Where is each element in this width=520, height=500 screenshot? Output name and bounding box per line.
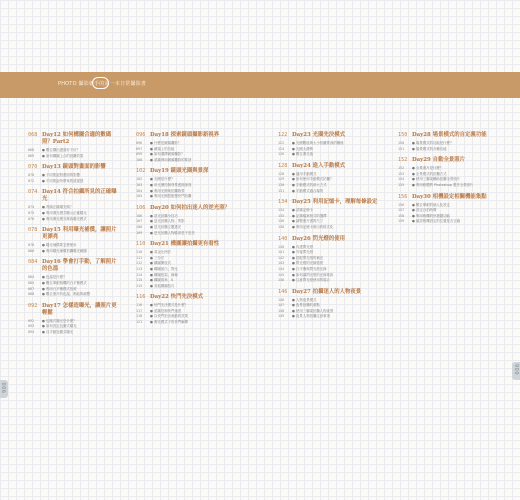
toc-entry[interactable] xyxy=(278,267,382,272)
entry-page-number: 107 xyxy=(136,219,143,224)
entry-text: ● 包圍式曝光是什麼？ xyxy=(42,318,77,323)
toc-entry[interactable] xyxy=(398,177,502,182)
toc-entry[interactable] xyxy=(136,141,238,146)
entry-text: ● 夜景拍攝的重點 xyxy=(292,303,320,308)
entry-page-number: 092 xyxy=(28,318,35,323)
chapter-title: Day18 探索鏡頭攝影新視界 xyxy=(150,132,220,138)
entry-text: ● 全景模式的拍攝方式 xyxy=(412,171,447,176)
toc-section xyxy=(136,168,238,198)
chapter-page-number: 156 xyxy=(398,193,408,200)
entry-page-number: 148 xyxy=(278,308,285,313)
chapter-title: Day19 鏡頭光圈與景深 xyxy=(150,168,209,175)
toc-section xyxy=(278,132,382,157)
entry-page-number: 075 xyxy=(28,210,35,215)
chapter-heading[interactable] xyxy=(28,132,120,146)
chapter-page-number: 116 xyxy=(136,294,146,301)
entry-page-number: 135 xyxy=(278,213,285,218)
entry-page-number: 088 xyxy=(28,292,35,297)
entry-page-number: 124 xyxy=(278,146,285,151)
toc-section xyxy=(136,205,238,235)
entry-text: ● 利用相機的快捷鍵功能 xyxy=(412,213,450,218)
entry-page-number: 146 xyxy=(278,278,285,283)
toc-entry[interactable] xyxy=(136,303,238,308)
entry-text: ● 如何使用手動模式拍攝？ xyxy=(292,177,334,182)
chapter-heading[interactable] xyxy=(398,132,502,139)
chapter-page-number: 152 xyxy=(398,157,408,164)
toc-entry[interactable] xyxy=(278,141,382,146)
toc-entry[interactable] xyxy=(398,203,502,208)
toc-entry[interactable] xyxy=(278,189,382,194)
toc-entry[interactable] xyxy=(278,245,382,250)
entry-text: ● 色溫是什麼？ xyxy=(42,275,67,280)
toc-entry[interactable] xyxy=(136,267,238,272)
toc-entry[interactable] xyxy=(136,309,238,314)
chapter-title: Day30 相機設定相關機能集點 xyxy=(412,193,487,200)
toc-entry[interactable] xyxy=(28,179,120,184)
toc-entry[interactable] xyxy=(398,147,502,152)
entry-page-number: 110 xyxy=(136,250,143,255)
entry-text: ● 夜景人物拍攝注意事項 xyxy=(292,314,330,319)
chapter-page-number: 102 xyxy=(136,168,146,175)
entry-page-number: 080 xyxy=(28,248,35,253)
entry-text: ● 逆光拍攝人物、剪影 xyxy=(150,219,185,224)
entry-page-number: 128 xyxy=(278,171,285,176)
toc-section xyxy=(398,157,502,187)
toc-entry[interactable] xyxy=(278,214,382,219)
toc-entry[interactable] xyxy=(136,284,238,289)
toc-entry[interactable] xyxy=(136,189,238,194)
entry-text: ● 數位單眼的個人化設定 xyxy=(412,202,450,207)
toc-entry[interactable] xyxy=(278,183,382,188)
entry-page-number: 096 xyxy=(136,141,143,145)
entry-text: ● 構圖開放式 xyxy=(150,261,171,266)
toc-section xyxy=(278,236,382,283)
toc-entry[interactable] xyxy=(28,292,120,297)
entry-page-number: 112 xyxy=(136,261,143,266)
toc-section xyxy=(398,132,502,151)
toc-entry[interactable] xyxy=(28,173,120,178)
toc-entry[interactable] xyxy=(136,320,238,325)
entry-page-number: 106 xyxy=(136,213,143,218)
entry-page-number: 068 xyxy=(28,148,35,152)
entry-text: ● 逆光拍攝小技巧 xyxy=(150,213,178,218)
entry-page-number: 147 xyxy=(278,303,285,308)
entry-text: ● 數位構出畫面好不好？ xyxy=(42,148,80,152)
entry-page-number: 149 xyxy=(278,314,285,319)
toc-entry[interactable] xyxy=(28,211,120,216)
entry-page-number: 152 xyxy=(398,166,405,171)
entry-text: ● 光圈數值與大小拍攝景深的關係 xyxy=(292,141,344,145)
entry-text: ● 光圈是什麼？ xyxy=(150,177,175,182)
entry-text: ● 手動模式的兩大方式 xyxy=(292,182,327,187)
entry-page-number: 100 xyxy=(136,157,143,162)
toc-entry[interactable] xyxy=(278,208,382,213)
entry-page-number: 097 xyxy=(136,146,143,151)
toc-entry[interactable] xyxy=(278,172,382,177)
chapter-page-number: 140 xyxy=(278,235,288,242)
toc-column-4 xyxy=(398,132,502,230)
chapter-heading[interactable] xyxy=(28,189,120,203)
chapter-title: Day23 光圈先決模式 xyxy=(292,132,346,138)
entry-page-number: 134 xyxy=(278,208,285,213)
chapter-heading[interactable] xyxy=(136,132,238,139)
entry-page-number: 154 xyxy=(398,177,405,182)
toc-entry[interactable] xyxy=(28,148,120,153)
entry-text: ● 判讀正確曝光嗎？ xyxy=(42,205,74,210)
entry-text: ● 使用三腳架拍攝人物夜景 xyxy=(292,308,334,313)
entry-text: ● 白平衡與閃光燈光線 xyxy=(292,266,327,271)
chapter-page-number: 068 xyxy=(28,132,38,138)
toc-entry[interactable] xyxy=(278,147,382,152)
toc-entry[interactable] xyxy=(278,314,382,319)
entry-text: ● 數位測光值 xyxy=(292,152,313,157)
entry-text: ● 如何選擇鏡頭攝影？ xyxy=(150,152,185,157)
entry-page-number: 130 xyxy=(278,182,285,187)
entry-page-number: 121 xyxy=(136,320,143,325)
chapter-page-number: 074 xyxy=(28,189,38,196)
chapter-heading[interactable] xyxy=(278,236,382,243)
toc-entry[interactable] xyxy=(136,231,238,236)
entry-text: ● 記錄檔案格式的選擇 xyxy=(292,213,327,218)
entry-page-number: 122 xyxy=(278,141,285,145)
entry-page-number: 104 xyxy=(136,188,143,193)
entry-text: ● 認識控制快門速度 xyxy=(150,308,182,313)
chapter-page-number: 092 xyxy=(28,302,38,309)
chapter-heading[interactable] xyxy=(28,303,120,317)
chapter-title: Day26 閃光燈的使用 xyxy=(292,235,346,242)
entry-page-number: 111 xyxy=(136,255,143,260)
entry-page-number: 140 xyxy=(278,244,285,249)
entry-page-number: 078 xyxy=(28,243,35,248)
entry-text: ● 逆光拍攝主題透光 xyxy=(150,224,182,229)
entry-text: ● 利用測光模式顯示正確曝光 xyxy=(42,210,87,215)
entry-page-number: 129 xyxy=(278,177,285,182)
entry-page-number: 074 xyxy=(28,205,35,210)
chapter-title: Day12 如何構圖合適的數碼照？Part2 xyxy=(42,132,112,145)
chapter-page-number: 122 xyxy=(278,132,288,138)
entry-page-number: 150 xyxy=(398,141,405,145)
toc-section xyxy=(28,259,120,296)
entry-page-number: 143 xyxy=(278,261,285,266)
entry-text: ● 人物夜景模式 xyxy=(292,297,317,302)
entry-page-number: 151 xyxy=(398,146,405,151)
right-page-label: 900 xyxy=(513,364,519,376)
entry-text: ● 閃光燈的光線強度 xyxy=(292,261,324,266)
entry-page-number: 146 xyxy=(278,297,285,302)
entry-page-number: 070 xyxy=(28,173,35,178)
toc-entry[interactable] xyxy=(136,278,238,283)
chapter-heading[interactable] xyxy=(28,259,120,273)
toc-entry[interactable] xyxy=(398,141,502,146)
entry-text: ● 如何讓閃光燈的光線柔和 xyxy=(292,272,334,277)
toc-entry[interactable] xyxy=(136,273,238,278)
chapter-page-number: 128 xyxy=(278,162,288,169)
chapter-page-number: 106 xyxy=(136,204,146,211)
chapter-heading[interactable] xyxy=(278,289,382,296)
entry-text: ● 不同焦距對畫面的影響 xyxy=(42,173,80,178)
toc-section xyxy=(136,241,238,288)
chapter-page-number: 110 xyxy=(136,241,146,248)
toc-entry[interactable] xyxy=(136,219,238,224)
toc-entry[interactable] xyxy=(278,256,382,261)
chapter-title: Day15 利用曝光補償，讓照片更漂亮 xyxy=(42,227,117,241)
chapter-page-number: 084 xyxy=(28,259,38,266)
entry-page-number: 085 xyxy=(28,280,35,285)
toc-entry[interactable] xyxy=(398,172,502,177)
chapter-heading[interactable] xyxy=(398,194,502,201)
chapter-heading[interactable] xyxy=(136,294,238,301)
left-page-label: 900 xyxy=(2,382,8,394)
toc-entry[interactable] xyxy=(278,219,382,224)
chapter-title: Day29 自動全景照片 xyxy=(412,157,466,164)
entry-text: ● 如何設定包圍式曝光 xyxy=(42,324,77,329)
entry-page-number: 145 xyxy=(278,272,285,277)
chapter-title: Day14 符合拍攝所見的正確曝光 xyxy=(42,189,117,203)
toc-entry[interactable] xyxy=(136,261,238,266)
toc-entry[interactable] xyxy=(136,147,238,152)
toc-entry[interactable] xyxy=(278,225,382,230)
toc-entry[interactable] xyxy=(278,278,382,283)
entry-text: ● 利用測光模式修改曝光模式 xyxy=(42,216,87,221)
entry-text: ● 構圖框架、線條 xyxy=(150,272,178,277)
entry-text: ● 三分法 xyxy=(150,255,165,260)
entry-text: ● 以快門拍出流動的效果 xyxy=(150,314,188,319)
entry-text: ● 認識利用鏡頭攝影的要訣 xyxy=(150,157,192,162)
entry-text: ● 內建閃光燈 xyxy=(292,244,313,249)
entry-text: ● 利用記憶卡做出的格式化 xyxy=(292,224,334,229)
entry-text: ● 全景照片是什麼？ xyxy=(412,166,444,171)
circle-logo-icon xyxy=(92,77,109,89)
toc-entry[interactable] xyxy=(28,275,120,280)
toc-section xyxy=(278,289,382,319)
chapter-title: Day13 鏡頭對畫面的影響 xyxy=(42,164,106,171)
entry-text: ● 快門先決模式是什麼？ xyxy=(150,303,188,308)
toc-section xyxy=(28,164,120,183)
entry-page-number: 102 xyxy=(136,177,143,182)
chapter-page-number: 146 xyxy=(278,288,288,295)
chapter-heading[interactable] xyxy=(398,157,502,164)
chapter-heading[interactable] xyxy=(28,227,120,241)
toc-entry[interactable] xyxy=(28,243,120,248)
chapter-heading[interactable] xyxy=(28,164,120,171)
header-banner xyxy=(0,72,520,98)
entry-page-number: 072 xyxy=(28,178,35,183)
brand-text: PHOTO 攝影新手的第一本日常攝影書 xyxy=(58,81,147,87)
toc-section xyxy=(278,163,382,193)
entry-text: ● 場景模式的功能是什麼？ xyxy=(412,141,454,145)
toc-entry[interactable] xyxy=(28,217,120,222)
chapter-title: Day24 進入手動模式 xyxy=(292,162,346,169)
entry-text: ● 數位照片的色溫，都能夠調整 xyxy=(42,292,91,297)
entry-text: ● 認識記憶卡 xyxy=(292,208,313,213)
entry-page-number: 076 xyxy=(28,216,35,221)
chapter-heading[interactable] xyxy=(278,132,382,139)
entry-text: ● 逆光拍攝人物臉部是不是亮 xyxy=(150,230,195,235)
entry-page-number: 116 xyxy=(136,303,143,308)
toc-entry[interactable] xyxy=(28,330,120,335)
toc-entry[interactable] xyxy=(278,273,382,278)
toc-entry[interactable] xyxy=(398,166,502,171)
entry-page-number: 109 xyxy=(136,230,143,235)
entry-page-number: 159 xyxy=(398,219,405,224)
entry-page-number: 136 xyxy=(278,219,285,224)
toc-entry[interactable] xyxy=(278,303,382,308)
entry-page-number: 144 xyxy=(278,266,285,271)
chapter-heading[interactable] xyxy=(278,199,382,206)
toc-entry[interactable] xyxy=(136,250,238,255)
entry-page-number: 115 xyxy=(136,283,143,288)
toc-entry[interactable] xyxy=(398,183,502,188)
entry-text: ● 如何構圖上合的拍攝效果 xyxy=(42,153,84,158)
entry-page-number: 155 xyxy=(398,182,405,187)
toc-section xyxy=(278,199,382,229)
toc-entry[interactable] xyxy=(278,177,382,182)
entry-page-number: 158 xyxy=(398,213,405,218)
toc-entry[interactable] xyxy=(136,194,238,199)
toc-entry[interactable] xyxy=(278,298,382,303)
entry-text: ● 利用光圈來拍攝散景 xyxy=(150,188,185,193)
entry-text: ● 什麼是鏡頭攝影？ xyxy=(150,141,182,145)
entry-text: ● 利用軟體將 Photoshop 製作全景照片 xyxy=(412,182,474,187)
toc-entry[interactable] xyxy=(28,281,120,286)
entry-text: ● 利用白平衡模式拍照 xyxy=(42,286,77,291)
toc-entry[interactable] xyxy=(136,314,238,319)
entry-page-number: 094 xyxy=(28,329,35,334)
chapter-title: Day27 拍攝迷人的人物夜景 xyxy=(292,288,362,295)
toc-entry[interactable] xyxy=(28,319,120,324)
entry-text: ● 確認相機設定的位置是否正確 xyxy=(412,219,461,224)
chapter-title: Day17 怎樣造曝光，讓照片更輕鬆 xyxy=(42,302,117,316)
toc-entry[interactable] xyxy=(398,219,502,224)
toc-entry[interactable] xyxy=(136,158,238,163)
entry-page-number: 156 xyxy=(398,202,405,207)
entry-text: ● 利用光圈搭配慢快門拍攝 xyxy=(150,194,192,199)
toc-section xyxy=(136,294,238,324)
entry-text: ● 構圖視角、S xyxy=(150,278,174,283)
entry-text: ● 黃金比例法 xyxy=(150,250,171,255)
chapter-title: Day28 場景模式的自定義功能 xyxy=(412,132,487,138)
chapter-title: Day22 快門先決模式 xyxy=(150,294,204,301)
entry-text: ● 構圖留白、對比 xyxy=(150,266,178,271)
toc-section xyxy=(28,132,120,158)
entry-page-number: 087 xyxy=(28,286,35,291)
toc-entry[interactable] xyxy=(28,154,120,159)
toc-column-1 xyxy=(28,132,120,341)
chapter-page-number: 078 xyxy=(28,227,38,234)
toc-entry[interactable] xyxy=(28,324,120,329)
entry-text: ● 搭配閃光燈的補光 xyxy=(292,255,324,260)
entry-text: ● 利用曝光補償拍攝曝光範圍 xyxy=(42,248,87,253)
entry-page-number: 138 xyxy=(278,224,285,229)
toc-entry[interactable] xyxy=(398,208,502,213)
toc-entry[interactable] xyxy=(278,152,382,157)
toc-section xyxy=(398,194,502,224)
entry-text: ● 設定自拍時間 xyxy=(412,208,437,213)
toc-entry[interactable] xyxy=(136,256,238,261)
entry-text: ● 其他構圖技巧 xyxy=(150,283,175,288)
toc-column-3 xyxy=(278,132,382,325)
chapter-page-number: 134 xyxy=(278,199,288,206)
entry-text: ● 場景模式的各種功能 xyxy=(412,146,447,151)
toc-section xyxy=(136,132,238,162)
entry-page-number: 093 xyxy=(28,324,35,329)
entry-text: ● 適用手動模式 xyxy=(292,171,317,176)
toc-entry[interactable] xyxy=(28,249,120,254)
entry-text: ● 外接閃光燈 xyxy=(292,250,313,255)
entry-page-number: 069 xyxy=(28,153,35,158)
entry-page-number: 126 xyxy=(278,152,285,157)
toc-entry[interactable] xyxy=(28,205,120,210)
entry-page-number: 157 xyxy=(398,208,405,213)
toc-section xyxy=(28,227,120,253)
entry-page-number: 103 xyxy=(136,182,143,187)
entry-text: ● 用光圈控制背景畫面深淺 xyxy=(150,182,192,187)
chapter-title: Day25 利用記憶卡，理解每條設定 xyxy=(292,199,378,206)
toc-entry[interactable] xyxy=(278,309,382,314)
entry-page-number: 153 xyxy=(398,171,405,176)
toc-entry[interactable] xyxy=(136,183,238,188)
entry-page-number: 131 xyxy=(278,188,285,193)
entry-text: ● 光圈大優勢 xyxy=(292,146,313,151)
toc-entry[interactable] xyxy=(136,177,238,182)
entry-page-number: 113 xyxy=(136,266,143,271)
entry-text: ● 測光模式下的快門解釋 xyxy=(150,320,188,325)
entry-page-number: 115 xyxy=(136,278,143,283)
chapter-page-number: 096 xyxy=(136,132,146,138)
chapter-title: Day20 如何拍出迷人的逆光照？ xyxy=(150,204,230,211)
toc-entry[interactable] xyxy=(278,250,382,255)
entry-text: ● 手動模式適合場景 xyxy=(292,188,324,193)
entry-page-number: 108 xyxy=(136,224,143,229)
entry-text: ● 曝光補償要怎麼使用 xyxy=(42,243,77,248)
chapter-heading[interactable] xyxy=(136,241,238,248)
toc-column-2 xyxy=(136,132,238,331)
toc-entry[interactable] xyxy=(398,214,502,219)
toc-section xyxy=(28,303,120,335)
entry-text: ● 使用三腳架輔助拍攝全景照片 xyxy=(412,177,461,182)
entry-text: ● 鏡頭上的功能 xyxy=(150,146,175,151)
chapter-title: Day16 學會打手動，了解照片的色溫 xyxy=(42,259,117,273)
chapter-heading[interactable] xyxy=(136,205,238,212)
entry-text: ● 調整照片畫質尺寸 xyxy=(292,219,324,224)
entry-text: ● 自手動包圍式曝光 xyxy=(42,329,74,334)
entry-page-number: 141 xyxy=(278,250,285,255)
chapter-page-number: 070 xyxy=(28,164,38,171)
chapter-heading[interactable] xyxy=(136,168,238,175)
entry-page-number: 099 xyxy=(136,152,143,157)
entry-text: ● 注意閃光燈使用的場合 xyxy=(292,278,330,283)
entry-page-number: 117 xyxy=(136,308,143,313)
toc-entry[interactable] xyxy=(136,214,238,219)
toc-section xyxy=(28,189,120,221)
entry-page-number: 118 xyxy=(136,314,143,319)
entry-text: ● 不同焦距所帶來的透視感 xyxy=(42,178,84,183)
entry-page-number: 105 xyxy=(136,194,143,199)
chapter-page-number: 150 xyxy=(398,132,408,138)
toc-entry[interactable] xyxy=(136,225,238,230)
toc-entry[interactable] xyxy=(28,287,120,292)
toc-entry[interactable] xyxy=(136,152,238,157)
entry-page-number: 142 xyxy=(278,255,285,260)
entry-page-number: 084 xyxy=(28,275,35,280)
toc-entry[interactable] xyxy=(278,261,382,266)
chapter-heading[interactable] xyxy=(278,163,382,170)
chapter-title: Day21 構圖讓拍攝更有看性 xyxy=(150,241,220,248)
entry-text: ● 數位單眼相機的白平衡模式 xyxy=(42,280,87,285)
entry-page-number: 114 xyxy=(136,272,143,277)
